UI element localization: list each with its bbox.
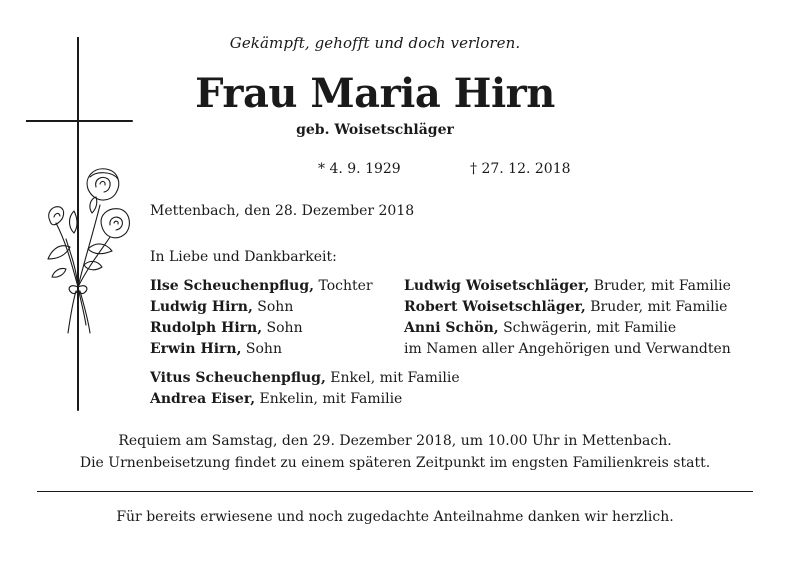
mourner-entry — [150, 297, 373, 318]
mourner-name: Andrea Eiser, — [150, 391, 256, 407]
mourner-name: Ludwig Hirn, — [150, 299, 253, 315]
mourner-entry — [150, 276, 373, 297]
mourner-relation: Enkel, mit Familie — [325, 370, 460, 386]
mourner-name: Robert Woisetschläger, — [404, 299, 586, 315]
thanks-line: Für bereits erwiesene und noch zugedachte Anteilnahme danken wir herzlich. — [116, 509, 674, 525]
mourners-left — [150, 276, 373, 360]
mourner-entry — [404, 339, 731, 360]
mourner-entry — [150, 389, 460, 410]
deceased-name: Frau Maria Hirn — [195, 70, 555, 117]
mourner-entry — [150, 368, 460, 389]
mourner-relation: Schwägerin, mit Familie — [498, 320, 677, 336]
death-date: † 27. 12. 2018 — [470, 161, 571, 177]
mourner-name: Ilse Scheuchenpflug, — [150, 278, 315, 294]
birth-name: geb. Woisetschläger — [296, 122, 454, 138]
mourner-entry — [404, 276, 731, 297]
requiem-line: Requiem am Samstag, den 29. Dezember 2018, um 10.00 Uhr in Mettenbach. — [118, 433, 672, 449]
motto: Gekämpft, gehofft und doch verloren. — [229, 34, 521, 52]
mourner-relation: Sohn — [252, 299, 294, 315]
mourners-intro: In Liebe und Dankbarkeit: — [150, 249, 337, 265]
mourner-name: Erwin Hirn, — [150, 341, 242, 357]
mourners-right — [404, 276, 731, 360]
mourner-relation: Tochter — [314, 278, 373, 294]
mourner-name: Rudolph Hirn, — [150, 320, 263, 336]
mourner-relation: Bruder, mit Familie — [585, 299, 728, 315]
mourner-name: Ludwig Woisetschläger, — [404, 278, 590, 294]
mourner-relation: im Namen aller Angehörigen und Verwandten — [404, 341, 731, 357]
service-info — [20, 430, 770, 474]
mourner-relation: Enkelin, mit Familie — [255, 391, 403, 407]
mourner-relation: Sohn — [241, 341, 282, 357]
mourner-relation: Sohn — [262, 320, 303, 336]
divider — [37, 491, 753, 492]
mourner-name: Vitus Scheuchenpflug, — [150, 370, 326, 386]
mourner-entry — [150, 339, 373, 360]
birth-date: * 4. 9. 1929 — [318, 161, 401, 177]
mourner-name: Anni Schön, — [404, 320, 499, 336]
place-date: Mettenbach, den 28. Dezember 2018 — [150, 203, 415, 219]
mourner-entry — [404, 297, 731, 318]
mourners-bottom — [150, 368, 460, 410]
burial-line: Die Urnenbeisetzung findet zu einem späteren Zeitpunkt im engsten Familienkreis statt. — [79, 455, 711, 471]
mourner-entry — [404, 318, 731, 339]
mourner-relation: Bruder, mit Familie — [589, 278, 731, 294]
mourner-entry — [150, 318, 373, 339]
cross-with-roses-icon — [26, 37, 136, 411]
